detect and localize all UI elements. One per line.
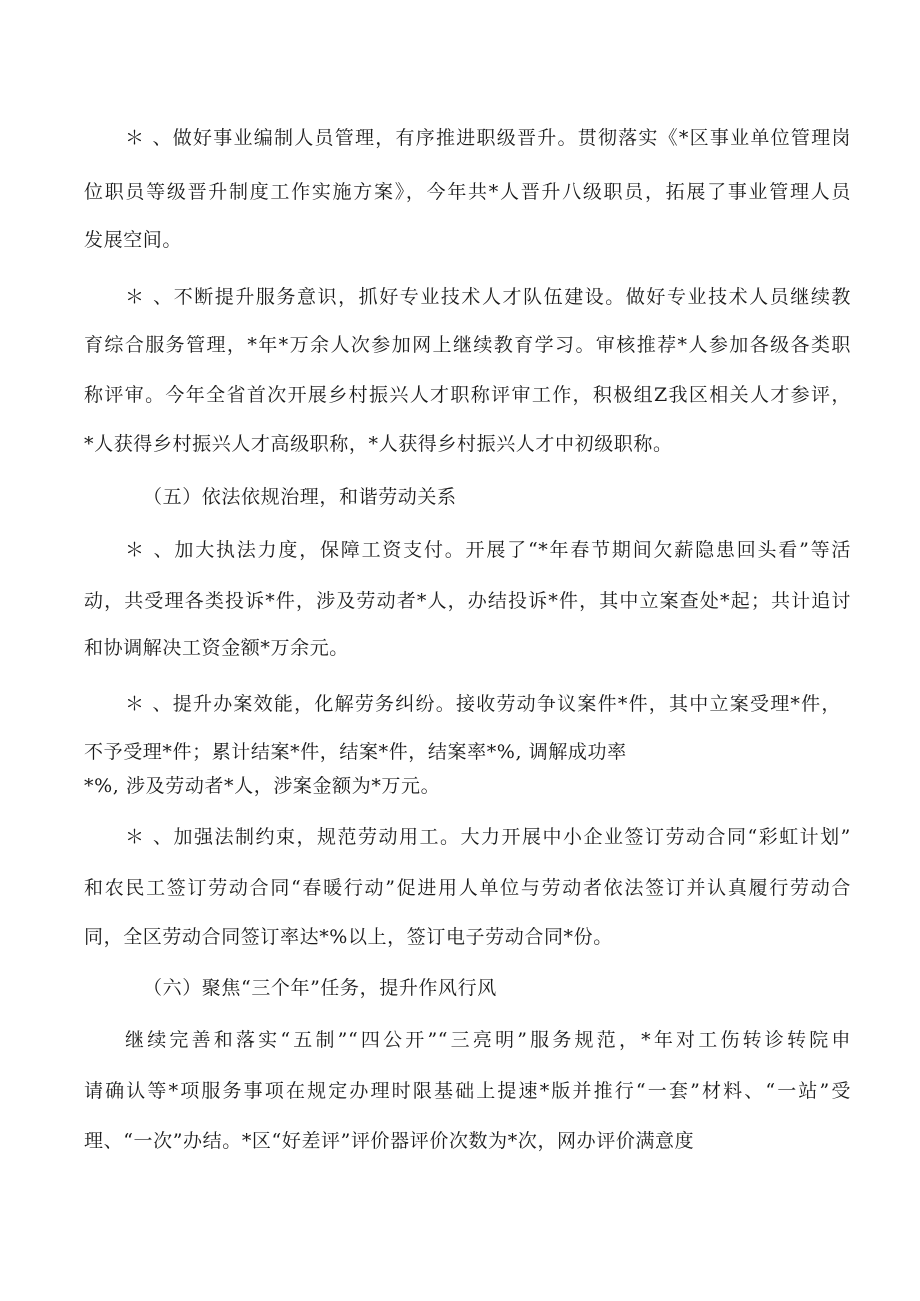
text-line: 和协调解决工资金额*万余元。 [84, 637, 349, 659]
text-line: ＊ 、加强法制约束，规范劳动用工。大力开展中小企业签订劳动合同“彩虹计划” [125, 826, 851, 848]
text-line: 动，共受理各类投诉*件，涉及劳动者*人，办结投诉*件，其中立案查处*起；共计追讨 [84, 590, 851, 612]
text-line: *人获得乡村振兴人才高级职称，*人获得乡村振兴人才中初级职称。 [84, 433, 673, 455]
text-line: 请确认等*项服务事项在规定办理时限基础上提速*版并推行“一套”材料、“一站”受 [84, 1080, 851, 1102]
text-line: ＊ 、不断提升服务意识，抓好专业技术人才队伍建设。做好专业技术人员继续教 [125, 286, 851, 308]
text-line: 同，全区劳动合同签订率达*%以上，签订电子劳动合同*份。 [84, 926, 613, 948]
text-line: ＊ 、做好事业编制人员管理，有序推进职级晋升。贯彻落实《*区事业单位管理岗 [125, 127, 851, 149]
text-line: 称评审。今年全省首次开展乡村振兴人才职称评审工作，积极组Z我区相关人才参评， [84, 384, 851, 406]
text-line: ＊ 、提升办案效能，化解劳务纠纷。接收劳动争议案件*件，其中立案受理*件， [125, 693, 841, 715]
section-heading: （六）聚焦“三个年”任务，提升作风行风 [143, 977, 497, 999]
text-line: 和农民工签订劳动合同“春暖行动”促进用人单位与劳动者依法签订并认真履行劳动合 [84, 877, 851, 899]
text-line: *%, 涉及劳动者*人，涉案金额为*万元。 [84, 775, 441, 797]
text-line: ＊ 、加大执法力度，保障工资支付。开展了“*年春节期间欠薪隐患回头看”等活 [125, 539, 851, 561]
text-line: 理、“一次”办结。*区“好差评”评价器评价次数为*次，网办评价满意度 [84, 1130, 695, 1152]
section-heading: （五）依法依规治理，和谐劳动关系 [143, 486, 457, 508]
text-line: 育综合服务管理，*年*万余人次参加网上继续教育学习。审核推荐*人参加各级各类职 [84, 334, 851, 356]
text-line: 继续完善和落实“五制”“四公开”“三亮明”服务规范，*年对工伤转诊转院申 [125, 1029, 851, 1051]
text-line: 不予受理*件；累计结案*件，结案*件，结案率*%, 调解成功率 [84, 741, 627, 763]
text-line: 位职员等级晋升制度工作实施方案》，今年共*人晋升八级职员，拓展了事业管理人员 [84, 181, 851, 203]
text-line: 发展空间。 [84, 229, 183, 251]
